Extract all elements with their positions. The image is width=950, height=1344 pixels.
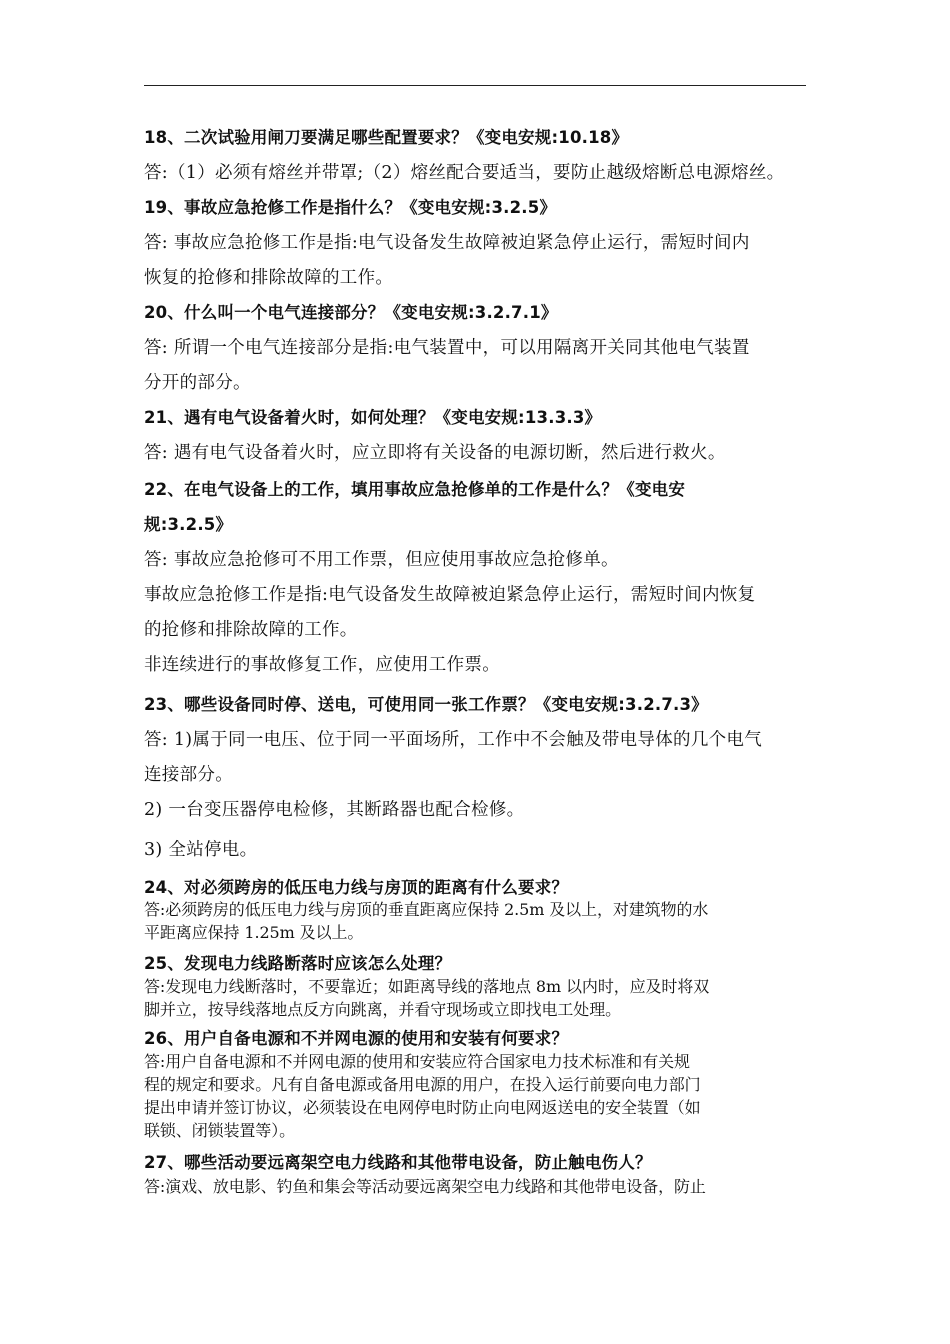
answer-line: 答:必须跨房的低压电力线与房顶的垂直距离应保持 2.5m 及以上，对建筑物的水 <box>144 900 709 919</box>
question-line: 21、遇有电气设备着火时，如何处理？《变电安规:13.3.3》 <box>144 408 602 427</box>
answer-line: 程的规定和要求。凡有自备电源或备用电源的用户，在投入运行前要向电力部门 <box>144 1075 701 1094</box>
question-line: 27、哪些活动要远离架空电力线路和其他带电设备，防止触电伤人？ <box>144 1153 652 1172</box>
question-line: 规:3.2.5》 <box>144 515 233 534</box>
question-line: 22、在电气设备上的工作，填用事故应急抢修单的工作是什么？《变电安 <box>144 480 686 499</box>
answer-line: 分开的部分。 <box>144 373 251 393</box>
header-rule <box>144 85 806 86</box>
question-line: 23、哪些设备同时停、送电，可使用同一张工作票？《变电安规:3.2.7.3》 <box>144 695 708 714</box>
answer-line: 3) 全站停电。 <box>144 840 258 860</box>
answer-line: 答: 所谓一个电气连接部分是指:电气装置中，可以用隔离开关同其他电气装置 <box>144 338 750 358</box>
answer-line: 答:演戏、放电影、钓鱼和集会等活动要远离架空电力线路和其他带电设备，防止 <box>144 1177 706 1196</box>
question-line: 24、对必须跨房的低压电力线与房顶的距离有什么要求？ <box>144 878 569 897</box>
answer-line: 答: 1)属于同一电压、位于同一平面场所，工作中不会触及带电导体的几个电气 <box>144 730 763 750</box>
answer-line: 非连续进行的事故修复工作，应使用工作票。 <box>144 655 500 675</box>
answer-line: 平距离应保持 1.25m 及以上。 <box>144 923 364 942</box>
question-line: 19、事故应急抢修工作是指什么？《变电安规:3.2.5》 <box>144 198 557 217</box>
answer-line: 脚并立，按导线落地点反方向跳离，并看守现场或立即找电工处理。 <box>144 1000 622 1019</box>
answer-line: 联锁、闭锁装置等）。 <box>144 1121 296 1140</box>
answer-line: 答:发现电力线断落时，不要靠近；如距离导线的落地点 8m 以内时，应及时将双 <box>144 977 710 996</box>
answer-line: 答:用户自备电源和不并网电源的使用和安装应符合国家电力技术标准和有关规 <box>144 1052 690 1071</box>
answer-line: 答: 事故应急抢修工作是指:电气设备发生故障被迫紧急停止运行，需短时间内 <box>144 233 750 253</box>
answer-line: 事故应急抢修工作是指:电气设备发生故障被迫紧急停止运行，需短时间内恢复 <box>144 585 756 605</box>
answer-line: 答: 事故应急抢修可不用工作票，但应使用事故应急抢修单。 <box>144 550 619 570</box>
question-line: 26、用户自备电源和不并网电源的使用和安装有何要求？ <box>144 1029 569 1048</box>
answer-line: 2) 一台变压器停电检修，其断路器也配合检修。 <box>144 800 525 820</box>
question-line: 20、什么叫一个电气连接部分？《变电安规:3.2.7.1》 <box>144 303 558 322</box>
question-line: 18、二次试验用闸刀要满足哪些配置要求？《变电安规:10.18》 <box>144 128 629 147</box>
answer-line: 提出申请并签订协议，必须装设在电网停电时防止向电网返送电的安全装置（如 <box>144 1098 701 1117</box>
question-line: 25、发现电力线路断落时应该怎么处理？ <box>144 954 452 973</box>
answer-line: 恢复的抢修和排除故障的工作。 <box>144 268 394 288</box>
answer-line: 答:（1）必须有熔丝并带罩;（2）熔丝配合要适当，要防止越级熔断总电源熔丝。 <box>144 163 785 183</box>
answer-line: 连接部分。 <box>144 765 233 785</box>
answer-line: 的抢修和排除故障的工作。 <box>144 620 358 640</box>
answer-line: 答: 遇有电气设备着火时，应立即将有关设备的电源切断，然后进行救火。 <box>144 443 726 463</box>
